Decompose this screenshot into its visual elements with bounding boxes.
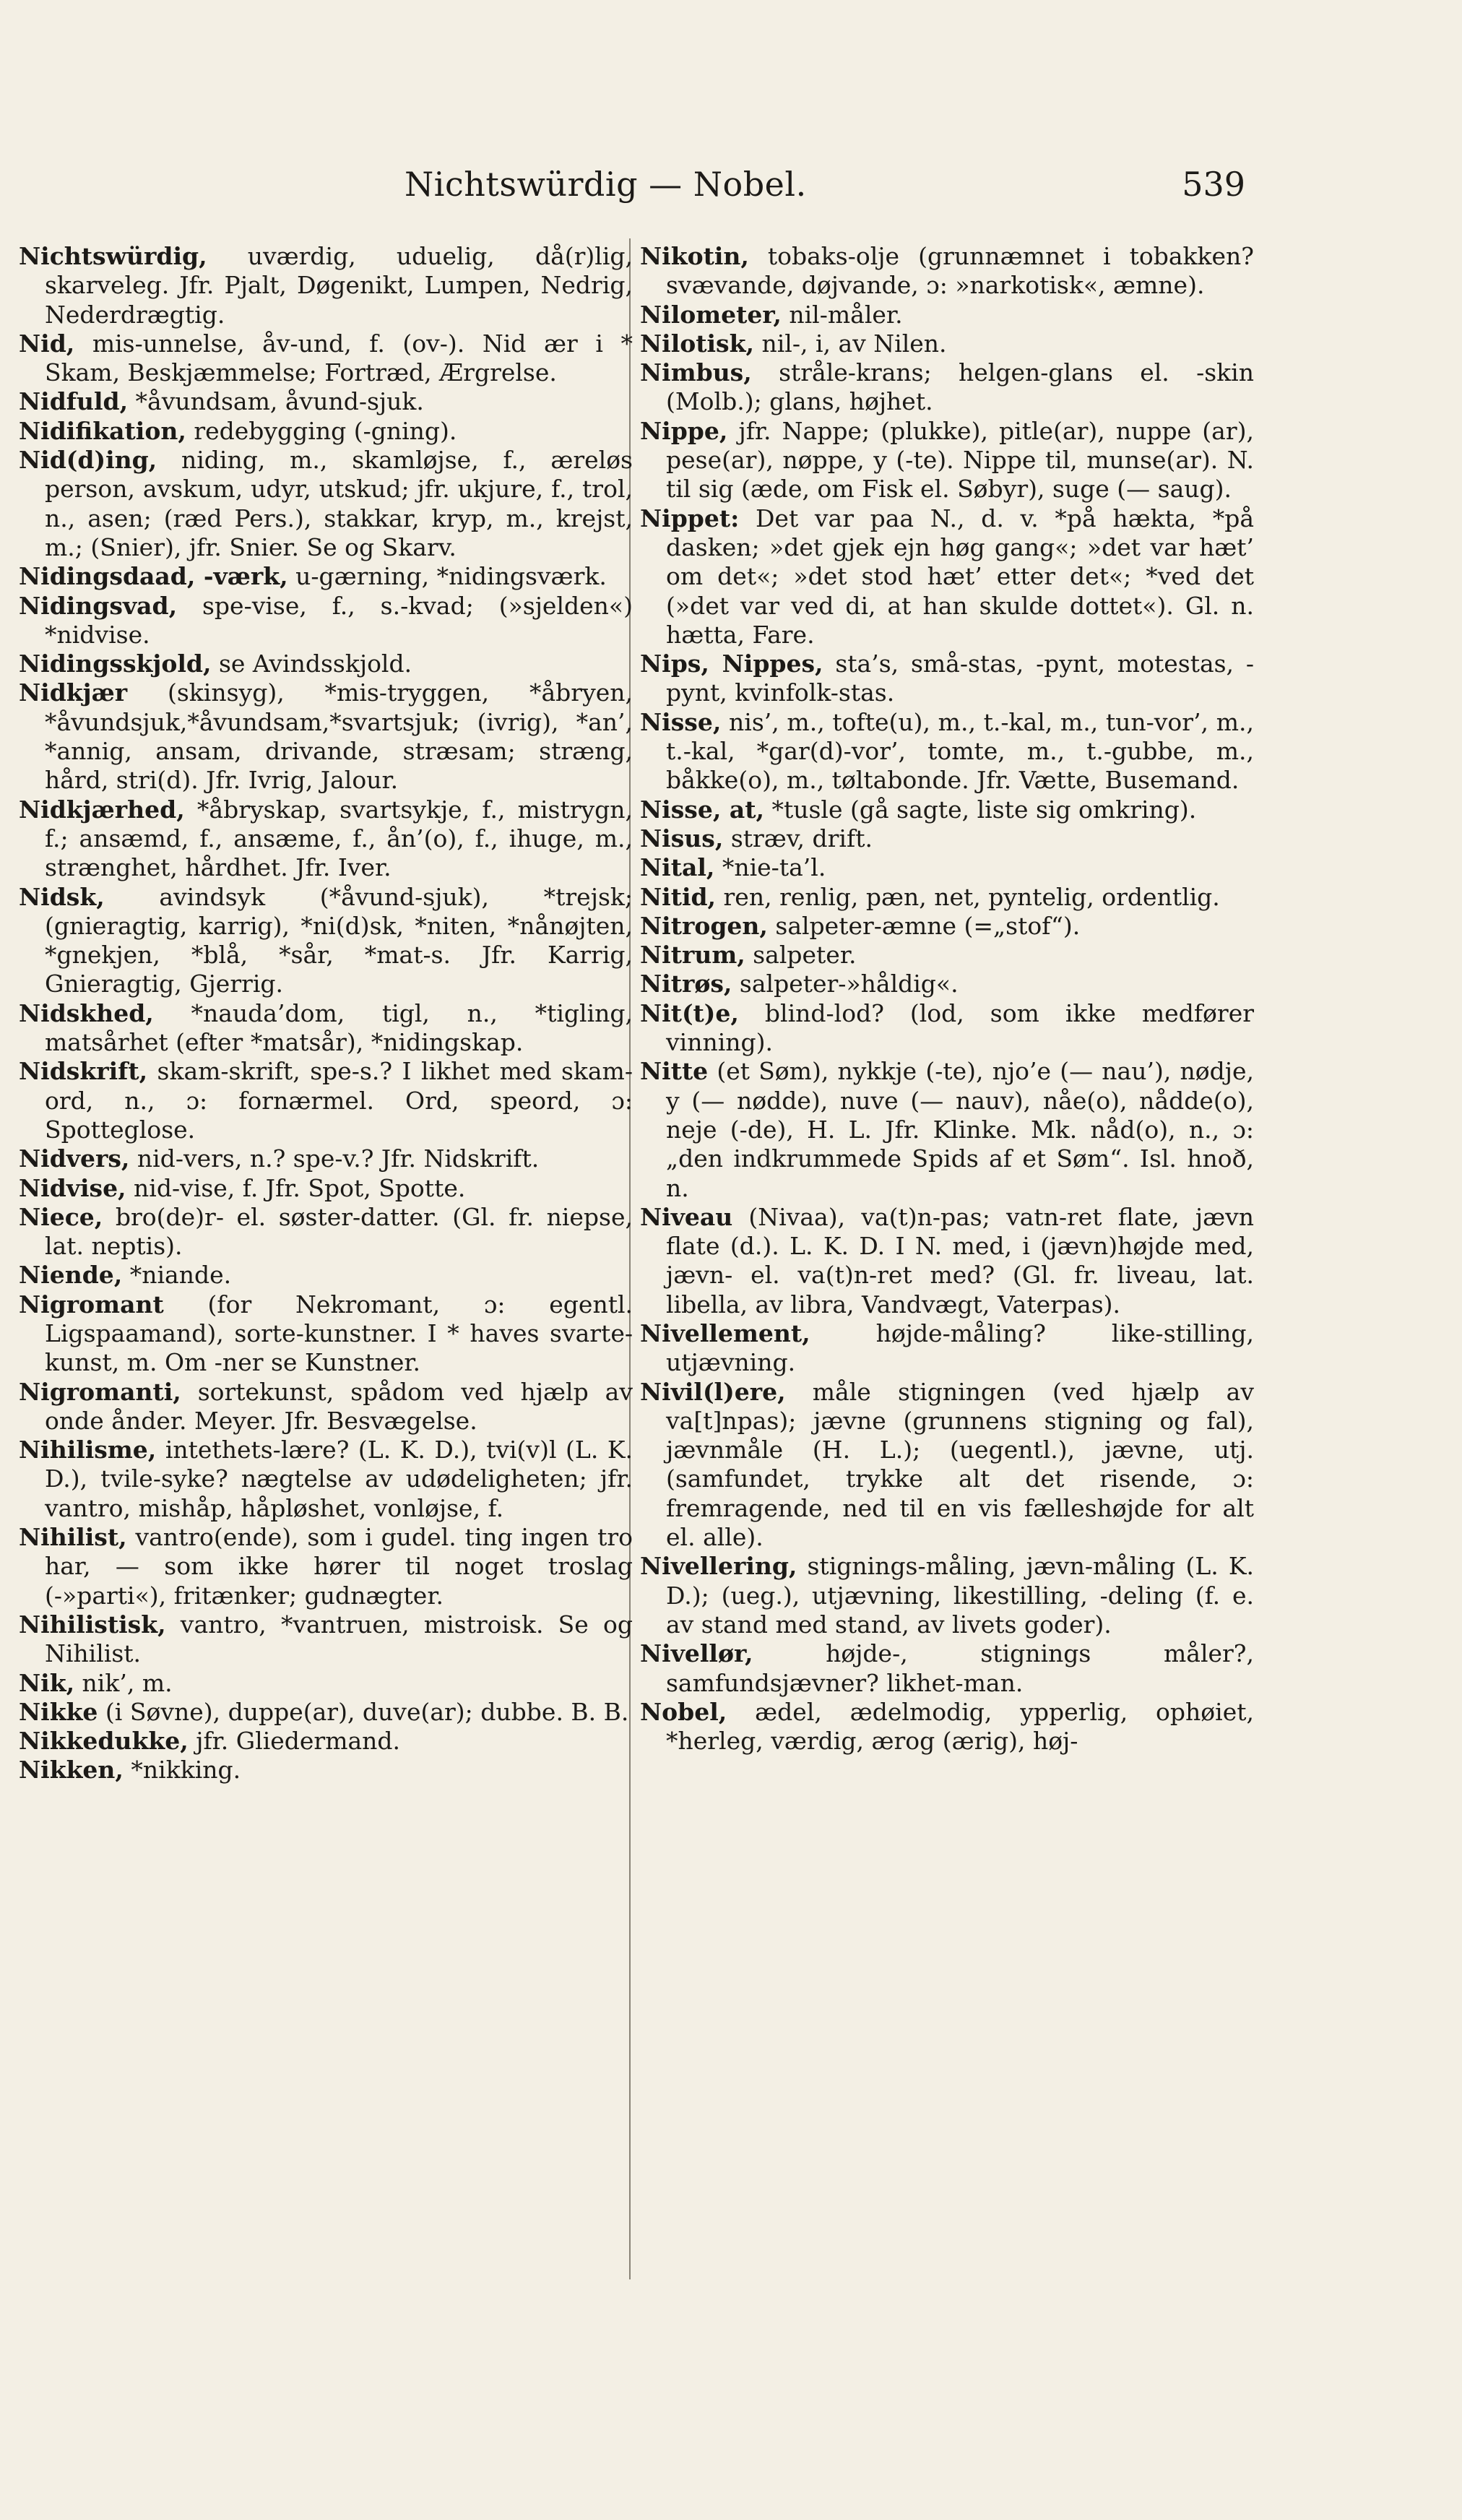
entry-definition: jfr. Nappe; (plukke), pitle(ar), nuppe (ar), pese(ar), nøppe, y (-te). Nippe til, munse(ar). N. til sig (æde, om Fisk el. Søbyr), suge (— saug). bbox=[666, 416, 1254, 504]
entry-headword: Nihilisme, bbox=[19, 1436, 157, 1464]
entry-definition: højde-måling? like-stilling, utjævning. bbox=[666, 1319, 1254, 1377]
entry-headword: Nidskhed, bbox=[19, 998, 154, 1027]
entry-definition: (for Nekromant, ɔ: egentl. Ligspaamand), sorte-kunstner. I * haves svarte-kunst, m. Om -ner se Kunstner. bbox=[45, 1290, 633, 1377]
dictionary-entry bbox=[19, 999, 633, 1058]
entry-definition: jfr. Gliedermand. bbox=[188, 1727, 401, 1756]
entry-definition: (i Søvne), duppe(ar), duve(ar); dubbe. B. B. bbox=[98, 1697, 629, 1726]
entry-headword: Nivil(l)ere, bbox=[640, 1377, 786, 1406]
entry-headword: Nobel, bbox=[640, 1697, 727, 1726]
dictionary-entry bbox=[640, 795, 1254, 824]
entry-headword: Nivellør, bbox=[640, 1639, 753, 1668]
entry-definition: intethets-lære? (L. K. D.), tvi(v)l (L. K. D.), tvile-syke? nægtelse av udødeligheten; jfr. vantro, mishåp, håpløshet, vonløjse, f. bbox=[45, 1436, 633, 1522]
entry-headword: Nilometer, bbox=[640, 300, 782, 329]
dictionary-entry bbox=[19, 1174, 633, 1203]
entry-definition: (skinsyg), *mis-tryggen, *åbryen, *åvundsjuk,*åvundsam,*svartsjuk; (ivrig), *an’, *annig, ansam, drivande, stræsam; stræng, hård, stri(d). Jfr. Ivrig, Jalour. bbox=[45, 678, 633, 795]
dictionary-entry bbox=[640, 242, 1254, 301]
entry-definition: *niande. bbox=[122, 1261, 232, 1290]
dictionary-entry bbox=[640, 941, 1254, 970]
dictionary-entry bbox=[640, 883, 1254, 912]
entry-headword: Nikotin, bbox=[640, 242, 749, 270]
dictionary-entry bbox=[640, 708, 1254, 795]
dictionary-entry bbox=[19, 562, 633, 591]
dictionary-entry bbox=[640, 970, 1254, 998]
entry-headword: Nidskrift, bbox=[19, 1057, 148, 1086]
entry-definition: salpeter-»håldig«. bbox=[732, 970, 959, 998]
dictionary-entry bbox=[19, 1727, 633, 1756]
dictionary-entry bbox=[19, 1261, 633, 1290]
dictionary-entry bbox=[19, 1290, 633, 1378]
dictionary-entry bbox=[640, 358, 1254, 417]
entry-headword: Nidingsdaad, -værk, bbox=[19, 562, 288, 591]
dictionary-entry bbox=[640, 504, 1254, 650]
entry-headword: Niveau bbox=[640, 1202, 733, 1231]
entry-definition: avindsyk (*åvund-sjuk), *trejsk; (gnieragtig, karrig), *ni(d)sk, *niten, *nånøjten, *gnekjen, *blå, *sår, *mat-s. Jfr. Karrig, Gnieragtig, Gjerrig. bbox=[45, 882, 633, 998]
dictionary-entry bbox=[19, 1698, 633, 1727]
entry-definition: sortekunst, spådom ved hjælp av onde ånder. Meyer. Jfr. Besvægelse. bbox=[45, 1377, 633, 1435]
entry-definition: *nikking. bbox=[123, 1756, 241, 1785]
entry-definition: vantro, *vantruen, mistroisk. Se og Nihilist. bbox=[45, 1610, 633, 1668]
entry-headword: Nidkjær bbox=[19, 678, 128, 707]
entry-headword: Nisse, at, bbox=[640, 795, 764, 824]
entry-headword: Nital, bbox=[640, 853, 715, 882]
entry-definition: måle stigningen (ved hjælp av va[t]npas); jævne (grunnens stigning og fal), jævnmåle (H. L.); (uegentl.), jævne, utj. (samfundet, trykke alt det risende, ɔ: fremragende, ned til en vis fælleshøjde for alt el. alle). bbox=[666, 1377, 1254, 1552]
entry-headword: Nidvise, bbox=[19, 1173, 126, 1202]
entry-headword: Nikkedukke, bbox=[19, 1727, 189, 1756]
dictionary-entry bbox=[19, 1523, 633, 1610]
entry-definition: redebygging (-gning). bbox=[186, 416, 457, 445]
entry-headword: Nigromanti, bbox=[19, 1377, 181, 1406]
dictionary-entry bbox=[19, 417, 633, 446]
entry-definition: niding, m., skamløjse, f., æreløs person, avskum, udyr, utskud; jfr. ukjure, f., trol, n., asen; (ræd Pers.), stakkar, kryp, m., krejst, m.; (Snier), jfr. Snier. Se og Skarv. bbox=[45, 446, 633, 561]
dictionary-entry bbox=[640, 912, 1254, 941]
entry-definition: højde-, stignings måler?, samfundsjævner? likhet-man. bbox=[666, 1639, 1254, 1697]
entry-headword: Nilotisk, bbox=[640, 329, 754, 358]
entry-headword: Nidfuld, bbox=[19, 387, 129, 416]
page-header bbox=[0, 165, 1462, 215]
entry-headword: Nidingsskjold, bbox=[19, 650, 212, 678]
right-column bbox=[640, 242, 1254, 1756]
entry-definition: *åbryskap, svartsykje, f., mistrygn, f.; ansæmd, f., ansæme, f., ån’(o), f., ihuge, m., strænghet, hårdhet. Jfr. Iver. bbox=[45, 795, 633, 882]
dictionary-entry bbox=[640, 853, 1254, 882]
entry-headword: Nid, bbox=[19, 329, 75, 358]
entry-definition: nik’, m. bbox=[74, 1668, 173, 1697]
entry-headword: Nivellement, bbox=[640, 1319, 810, 1347]
dictionary-entry bbox=[19, 1669, 633, 1698]
entry-headword: Nidifikation, bbox=[19, 416, 186, 445]
entry-definition: se Avindsskjold. bbox=[211, 650, 412, 678]
dictionary-entry bbox=[19, 1436, 633, 1523]
entry-headword: Nips, Nippes, bbox=[640, 650, 823, 678]
dictionary-entry bbox=[19, 242, 633, 329]
entry-definition: stråle-krans; helgen-glans el. -skin (Molb.); glans, højhet. bbox=[666, 358, 1254, 416]
entry-headword: Nippet: bbox=[640, 504, 740, 532]
dictionary-entry bbox=[19, 1144, 633, 1173]
dictionary-entry bbox=[640, 301, 1254, 329]
entry-definition: *tusle (gå sagte, liste sig omkring). bbox=[764, 795, 1197, 824]
dictionary-entry bbox=[640, 824, 1254, 853]
running-head: Nichtswürdig — Nobel. bbox=[405, 165, 807, 204]
entry-headword: Nimbus, bbox=[640, 358, 752, 387]
dictionary-entry bbox=[19, 1756, 633, 1785]
entry-headword: Nichtswürdig, bbox=[19, 242, 207, 270]
dictionary-entry bbox=[19, 1203, 633, 1261]
entry-definition: mis-unnelse, åv-und, f. (ov-). Nid ær i * Skam, Beskjæmmelse; Fortræd, Ærgrelse. bbox=[45, 329, 633, 387]
dictionary-entry bbox=[19, 446, 633, 562]
left-column bbox=[19, 242, 633, 1785]
entry-definition: skam-skrift, spe-s.? I likhet med skam-ord, n., ɔ: fornærmel. Ord, speord, ɔ: Spotteglose. bbox=[45, 1057, 633, 1144]
entry-definition: nis’, m., tofte(u), m., t.-kal, m., tun-vor’, m., t.-kal, *gar(d)-vor’, tomte, m., t.-gubbe, m., båkke(o), m., tøltabonde. Jfr. Vætte, Busemand. bbox=[666, 707, 1254, 795]
entry-headword: Nigromant bbox=[19, 1290, 164, 1319]
entry-headword: Niece, bbox=[19, 1202, 103, 1231]
dictionary-entry bbox=[19, 1610, 633, 1669]
entry-definition: ædel, ædelmodig, ypperlig, ophøiet, *herleg, værdig, ærog (ærig), høj- bbox=[666, 1697, 1254, 1756]
dictionary-entry bbox=[19, 678, 633, 795]
entry-headword: Nidkjærhed, bbox=[19, 795, 185, 824]
entry-definition: nid-vers, n.? spe-v.? Jfr. Nidskrift. bbox=[129, 1144, 540, 1173]
dictionary-entry bbox=[640, 1552, 1254, 1639]
entry-headword: Nivellering, bbox=[640, 1552, 797, 1581]
dictionary-entry bbox=[19, 883, 633, 999]
dictionary-entry bbox=[19, 329, 633, 388]
entry-headword: Niende, bbox=[19, 1261, 123, 1290]
entry-headword: Nihilistisk, bbox=[19, 1610, 166, 1639]
dictionary-entry bbox=[640, 1698, 1254, 1756]
entry-definition: u-gærning, *nidingsværk. bbox=[287, 562, 607, 591]
entry-definition: nid-vise, f. Jfr. Spot, Spotte. bbox=[126, 1173, 466, 1202]
dictionary-entry bbox=[640, 1639, 1254, 1698]
entry-definition: nil-måler. bbox=[781, 300, 903, 329]
entry-headword: Nidsk, bbox=[19, 882, 105, 911]
dictionary-entry bbox=[640, 417, 1254, 504]
dictionary-entry bbox=[640, 650, 1254, 708]
entry-definition: salpeter-æmne (=„stof“). bbox=[767, 911, 1081, 940]
entry-definition: spe-vise, f., s.-kvad; (»sjelden«) *nidvise. bbox=[45, 591, 633, 649]
entry-headword: Nitrogen, bbox=[640, 911, 768, 940]
entry-headword: Nitte bbox=[640, 1057, 709, 1086]
entry-definition: sta’s, små-stas, -pynt, motestas, -pynt, kvinfolk-stas. bbox=[666, 650, 1254, 707]
entry-headword: Nikken, bbox=[19, 1756, 124, 1785]
dictionary-entry bbox=[19, 1057, 633, 1144]
dictionary-entry bbox=[19, 592, 633, 650]
dictionary-entry bbox=[640, 1203, 1254, 1319]
entry-definition: stignings-måling, jævn-måling (L. K. D.); (ueg.), utjævning, likestilling, -deling (f. e. av stand med stand, av livets goder). bbox=[666, 1552, 1254, 1639]
dictionary-entry bbox=[640, 329, 1254, 358]
dictionary-entry bbox=[19, 387, 633, 416]
entry-definition: Det var paa N., d. v. *på hækta, *på dasken; »det gjek ejn høg gang«; »det var hæt’ om det«; »det stod hæt’ etter det«; *ved det (»det var ved di, at han skulde dottet«). Gl. n. hætta, Fare. bbox=[666, 504, 1254, 649]
entry-headword: Nihilist, bbox=[19, 1523, 127, 1552]
entry-definition: stræv, drift. bbox=[723, 824, 873, 853]
entry-definition: tobaks-olje (grunnæmnet i tobakken? svævande, døjvande, ɔ: »narkotisk«, æmne). bbox=[666, 242, 1254, 300]
entry-headword: Nippe, bbox=[640, 416, 728, 445]
dictionary-entry bbox=[19, 1378, 633, 1436]
dictionary-entry bbox=[640, 1319, 1254, 1378]
entry-headword: Nidingsvad, bbox=[19, 591, 178, 620]
entry-definition: bro(de)r- el. søster-datter. (Gl. fr. niepse, lat. neptis). bbox=[45, 1202, 633, 1261]
entry-definition: *nie-ta’l. bbox=[714, 853, 826, 882]
entry-headword: Nid(d)ing, bbox=[19, 446, 157, 475]
entry-headword: Nitrum, bbox=[640, 941, 745, 970]
entry-headword: Nisus, bbox=[640, 824, 724, 853]
entry-headword: Nitid, bbox=[640, 882, 717, 911]
entry-definition: blind-lod? (lod, som ikke medfører vinning). bbox=[666, 998, 1254, 1057]
entry-definition: *åvundsam, åvund-sjuk. bbox=[128, 387, 424, 416]
entry-definition: salpeter. bbox=[745, 941, 857, 970]
entry-headword: Nik, bbox=[19, 1668, 75, 1697]
entry-definition: ren, renlig, pæn, net, pyntelig, ordentlig. bbox=[716, 882, 1220, 911]
entry-definition: uværdig, uduelig, då(r)lig, skarveleg. Jfr. Pjalt, Døgenikt, Lumpen, Nedrig, Nederdrægtig. bbox=[45, 242, 633, 329]
entry-headword: Nidvers, bbox=[19, 1144, 130, 1173]
entry-definition: nil-, i, av Nilen. bbox=[753, 329, 947, 358]
entry-definition: vantro(ende), som i gudel. ting ingen tro har, — som ikke hører til noget troslag (-»parti«), fritænker; gudnægter. bbox=[45, 1523, 633, 1610]
entry-definition: (et Søm), nykkje (-te), njo’e (— nau’), nødje, y (— nødde), nuve (— nauv), nåe(o), nådde(o), neje (-de), H. L. Jfr. Klinke. Mk. nåd(o), n., ɔ: „den indkrummede Spids af et Søm“. Isl. hnoð, n. bbox=[666, 1057, 1254, 1202]
dictionary-entry bbox=[640, 999, 1254, 1058]
entry-definition: *nauda’dom, tigl, n., *tigling, matsårhet (efter *matsår), *nidingskap. bbox=[45, 998, 633, 1057]
dictionary-entry bbox=[19, 795, 633, 883]
entry-headword: Nisse, bbox=[640, 707, 722, 736]
page-number: 539 bbox=[1182, 165, 1245, 204]
dictionary-entry bbox=[19, 650, 633, 678]
entry-definition: (Nivaa), va(t)n-pas; vatn-ret flate, jævn flate (d.). L. K. D. I N. med, i (jævn)højde med, jævn- el. va(t)n-ret med? (Gl. fr. liveau, lat. libella, av libra, Vandvægt, Vaterpas). bbox=[666, 1202, 1254, 1319]
entry-headword: Nitrøs, bbox=[640, 970, 732, 998]
entry-headword: Nit(t)e, bbox=[640, 998, 739, 1027]
dictionary-entry bbox=[640, 1057, 1254, 1202]
dictionary-entry bbox=[640, 1378, 1254, 1553]
entry-headword: Nikke bbox=[19, 1697, 98, 1726]
